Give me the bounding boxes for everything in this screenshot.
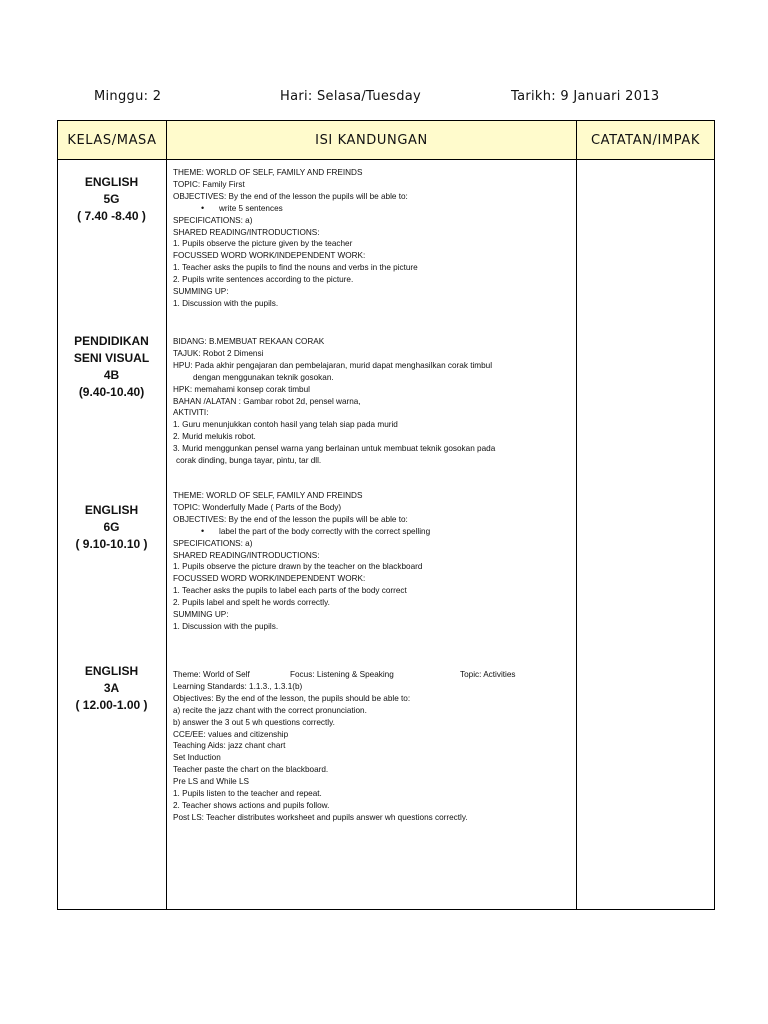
lesson-line: FOCUSSED WORD WORK/INDEPENDENT WORK: — [173, 574, 366, 584]
lesson-line: 2. Teacher shows actions and pupils follow. — [173, 800, 330, 810]
lesson-line: SPECIFICATIONS: a) — [173, 538, 253, 548]
lesson-line: Set Induction — [173, 753, 221, 763]
lesson-line: TOPIC: Family First — [173, 179, 245, 189]
class-time: (9.40-10.40) — [78, 385, 145, 399]
class-subject: ENGLISH — [84, 175, 139, 189]
lesson-line: Pre LS and While LS — [173, 777, 250, 787]
lesson-line: FOCUSSED WORD WORK/INDEPENDENT WORK: — [173, 251, 366, 261]
lesson-line: BIDANG: B.MEMBUAT REKAAN CORAK — [173, 337, 325, 346]
lesson-line: 1. Pupils listen to the teacher and repeat. — [173, 789, 322, 799]
day-label: Hari: Selasa/Tuesday — [280, 89, 422, 104]
lesson-focus: Focus: Listening & Speaking — [290, 670, 394, 679]
class-group: 5G — [103, 192, 120, 206]
lesson-bullet-line: • label the part of the body correctly with the correct spelling — [173, 526, 573, 538]
lesson-line: BAHAN /ALATAN : Gambar robot 2d, pensel warna, — [173, 396, 361, 406]
class-time: ( 12.00-1.00 ) — [75, 698, 148, 712]
lesson-line: Learning Standards: 1.1.3., 1.3.1(b) — [173, 681, 303, 691]
lesson-line: 1. Teacher asks the pupils to find the nouns and verbs in the picture — [173, 263, 418, 273]
class-subject: ENGLISH — [84, 503, 139, 517]
class-subject: ENGLISH — [84, 664, 139, 678]
lesson-class-time — [57, 502, 166, 553]
lesson-line: AKTIVITI: — [173, 408, 209, 418]
lesson-class-time — [57, 174, 166, 225]
lesson-line: Post LS: Teacher distributes worksheet and pupils answer wh questions correctly. — [173, 812, 468, 822]
lesson-line: 1. Discussion with the pupils. — [173, 298, 279, 308]
column-header-class-time: KELAS/MASA — [58, 121, 167, 160]
lesson-line: 1. Guru menunjukkan contoh hasil yang telah siap pada murid — [173, 420, 398, 430]
lesson-line: 2. Pupils label and spelt he words correctly. — [173, 598, 330, 608]
lesson-line: Teacher paste the chart on the blackboard. — [173, 765, 329, 775]
lesson-line: corak dinding, bunga tayar, pintu, tar dll. — [176, 456, 322, 466]
lesson-line: CCE/EE: values and citizenship — [173, 729, 289, 739]
lesson-theme: Theme: World of Self — [173, 670, 250, 679]
date-label: Tarikh: 9 Januari 2013 — [511, 89, 660, 104]
lesson-line — [173, 669, 573, 681]
week-label: Minggu: 2 — [94, 89, 162, 104]
column-header-notes: CATATAN/IMPAK — [577, 121, 715, 160]
class-subject-2: SENI VISUAL — [73, 351, 150, 365]
lesson-line: SUMMING UP: — [173, 610, 229, 620]
lesson-line: dengan menggunakan teknik gosokan. — [193, 372, 334, 382]
class-time: ( 9.10-10.10 ) — [75, 537, 148, 551]
lesson-line: 1. Pupils observe the picture drawn by the teacher on the blackboard — [173, 562, 423, 572]
lesson-line: SPECIFICATIONS: a) — [173, 215, 253, 225]
lesson-bullet-line: • write 5 sentences — [173, 203, 573, 215]
lesson-line: SHARED READING/INTRODUCTIONS: — [173, 550, 320, 560]
lesson-line: Teaching Aids: jazz chant chart — [173, 741, 286, 751]
lesson-content — [173, 490, 573, 633]
lesson-line: OBJECTIVES: By the end of the lesson the pupils will be able to: — [173, 191, 408, 201]
lesson-line: HPK: memahami konsep corak timbul — [173, 384, 310, 394]
lesson-content — [173, 167, 573, 310]
lesson-line: HPU: Pada akhir pengajaran dan pembelajaran, murid dapat menghasilkan corak timbul — [173, 360, 493, 370]
lesson-line: SHARED READING/INTRODUCTIONS: — [173, 227, 320, 237]
lesson-line: Objectives: By the end of the lesson, the pupils should be able to: — [173, 693, 411, 703]
lesson-line: TAJUK: Robot 2 Dimensi — [173, 348, 264, 358]
lesson-class-time — [57, 663, 166, 714]
lesson-topic: Topic: Activities — [460, 670, 516, 679]
lesson-line: 1. Teacher asks the pupils to label each parts of the body correct — [173, 586, 407, 596]
lesson-line: THEME: WORLD OF SELF, FAMILY AND FREINDS — [173, 491, 363, 500]
lesson-class-time — [57, 333, 166, 401]
lesson-content — [173, 336, 573, 467]
lesson-line: 2. Pupils write sentences according to the picture. — [173, 275, 354, 285]
lesson-line: TOPIC: Wonderfully Made ( Parts of the Body) — [173, 502, 342, 512]
lesson-line: 3. Murid menggunkan pensel warna yang berlainan untuk membuat teknik gosokan pada — [173, 444, 496, 454]
class-group: 3A — [103, 681, 120, 695]
lesson-line: OBJECTIVES: By the end of the lesson the pupils will be able to: — [173, 514, 408, 524]
lesson-line: THEME: WORLD OF SELF, FAMILY AND FREINDS — [173, 168, 363, 177]
class-group: 6G — [103, 520, 120, 534]
lesson-line: SUMMING UP: — [173, 287, 229, 297]
table-header-row — [58, 121, 715, 160]
column-header-content: ISI KANDUNGAN — [167, 121, 577, 160]
lesson-line: 1. Pupils observe the picture given by the teacher — [173, 239, 353, 249]
lesson-line: b) answer the 3 out 5 wh questions correctly. — [173, 717, 335, 727]
lesson-line: 2. Murid melukis robot. — [173, 432, 256, 442]
class-subject: PENDIDIKAN — [74, 334, 149, 348]
lesson-line: a) recite the jazz chant with the correct pronunciation. — [173, 705, 367, 715]
notes-cell — [577, 160, 715, 910]
lesson-line: 1. Discussion with the pupils. — [173, 621, 279, 631]
class-group: 4B — [103, 368, 120, 382]
lesson-content — [173, 669, 573, 824]
class-time: ( 7.40 -8.40 ) — [77, 209, 146, 223]
